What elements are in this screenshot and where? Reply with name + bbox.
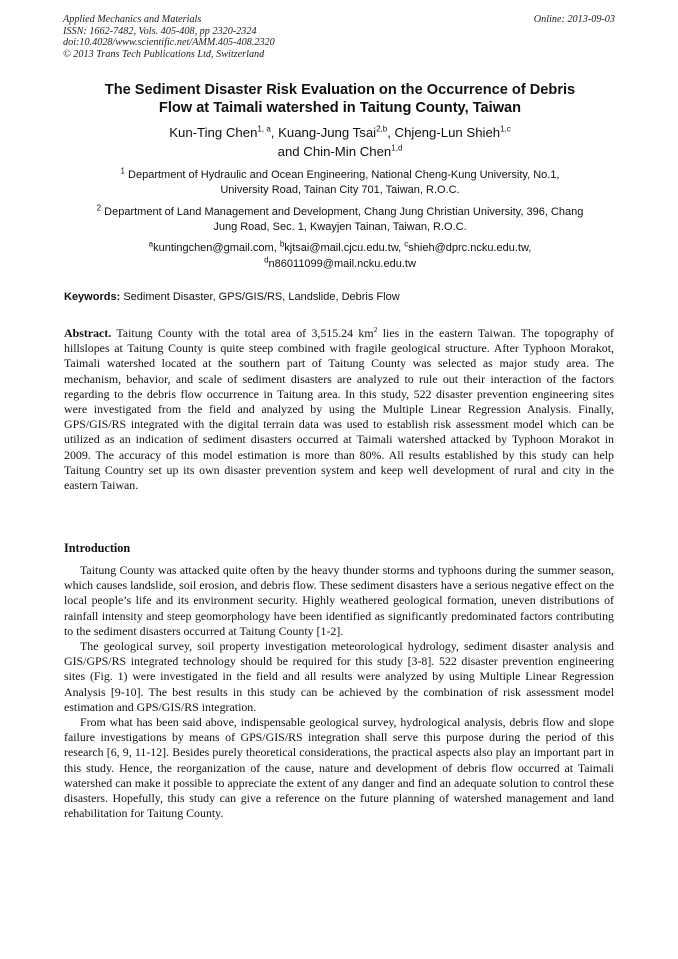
online-date: Online: 2013-09-03 <box>533 14 615 25</box>
author-name: Chin-Min Chen <box>303 144 392 159</box>
email-line-2 <box>64 256 616 272</box>
keywords <box>64 290 616 305</box>
author-name: Kun-Ting Chen <box>169 125 258 140</box>
journal-name: Applied Mechanics and Materials <box>63 14 202 25</box>
author-sup: 1, a <box>257 124 271 134</box>
keywords-text: Sediment Disaster, GPS/GIS/RS, Landslide, Debris Flow <box>123 291 400 303</box>
affiliation-line <box>64 205 616 220</box>
author-line-1: Kun-Ting Chen$^{1, a}$, Kuang-Jung Tsai$^{2,b}$, Chjeng-Lun Shieh$^{1,c}$ <box>169 124 511 140</box>
author-sup: 1,d <box>391 143 403 153</box>
email-link-a[interactable]: kuntingchen@gmail.com, <box>153 242 277 254</box>
author-emails <box>64 240 616 272</box>
author-name: Chjeng-Lun Shieh <box>394 125 501 140</box>
author-sup: 1,c <box>500 124 511 134</box>
author-name: Kuang-Jung Tsai <box>278 125 377 140</box>
email-link-c[interactable]: shieh@dprc.ncku.edu.tw, <box>408 242 532 254</box>
email-sup: d <box>264 255 269 265</box>
abstract-text: Taitung County with the total area of 3,515.24 km <box>116 326 374 340</box>
abstract <box>64 326 614 493</box>
affiliation-number: 1 <box>120 166 125 176</box>
email-sup: c <box>404 239 409 249</box>
author-list <box>64 123 616 161</box>
affiliation-line: Jung Road, Sec. 1, Kwayjen Tainan, Taiwan, R.O.C. <box>213 221 467 233</box>
intro-paragraph-3: From what has been said above, indispensable geological survey, hydrological analysis, debris flow and slope failure investigations by means of GPS/GIS/RS integration shall serve this purpose during the period of this research [6, 9, 11-12]. Besides purely theoretical considerations, the practical aspects also play an important part in this study. Hence, the reorganization of the cause, nature and development of debris flow occurred at Taimali watershed can make it possible to appreciate the extent of any danger and find an adequate solution to control these disasters. Hopefully, this study can give a reference on the future planning of watershed management and land rehabilitation for Taitung County. <box>64 715 614 821</box>
issn-line: ISSN: 1662-7482, Vols. 405-408, pp 2320-2324 <box>63 25 257 37</box>
copyright-line: © 2013 Trans Tech Publications Ltd, Switzerland <box>63 48 265 60</box>
email-sup: b <box>279 239 285 249</box>
email-line-1 <box>64 240 616 256</box>
abstract-label: Abstract. <box>64 326 112 340</box>
publication-header <box>63 14 615 60</box>
affiliation-2 <box>64 205 616 235</box>
author-conjunction: and <box>277 144 300 159</box>
abstract-text: lies in the eastern Taiwan. The topography of hillslopes at Taitung County is quite steep combined with fragile geological structure. After Typhoon Morakot, Taimali watershed located at the southern part of Taitung County was selected as major study area. The mechanism, behavior, and scale of sediment disasters are analyzed to rule out their interaction of the factors regarding to the debris flow occurrence in Taitung area. In this study, 522 disaster prevention engineering sites were investigated from the field and analyzed by using the Multiple Linear Regression Analysis. Finally, GPS/GIS/RS integrated with the digital terrain data was used to establish risk assessment model which can be utilized as an indication of sediment disasters occurred at Taimali watershed attacked by Typhoon Morakot in 2009. The accuracy of this model estimation is more than 80%. All results established by this study can help Taitung Country set up its own disaster prevention system and keep well development of rural and city in the eastern Taiwan. <box>64 326 615 493</box>
email-sup: a <box>148 239 154 249</box>
affiliation-line <box>64 168 616 183</box>
affiliation-text: Department of Hydraulic and Ocean Engineering, National Cheng-Kung University, No.1, <box>128 169 560 181</box>
title-line-2: Flow at Taimali watershed in Taitung County, Taiwan <box>158 99 522 116</box>
abstract-superscript: 2 <box>373 325 378 335</box>
affiliation-number: 2 <box>96 203 102 213</box>
affiliation-line: University Road, Tainan City 701, Taiwan, R.O.C. <box>220 184 460 196</box>
affiliation-text: Department of Land Management and Development, Chang Jung Christian University, 396, Chang <box>104 206 584 218</box>
author-sup: 2,b <box>376 124 388 134</box>
affiliation-1 <box>64 168 616 198</box>
author-line-2 <box>64 142 616 161</box>
doi-line: doi:10.4028/www.scientific.net/AMM.405-408.2320 <box>63 37 275 49</box>
email-link-b[interactable]: kjtsai@mail.cjcu.edu.tw, <box>284 242 402 254</box>
keywords-label: Keywords: <box>64 291 121 303</box>
introduction-body <box>64 563 614 821</box>
section-heading-introduction: Introduction <box>64 541 131 555</box>
title-line-1: The Sediment Disaster Risk Evaluation on the Occurrence of Debris <box>104 82 576 98</box>
intro-paragraph-2: The geological survey, soil property investigation meteorological hydrology, sediment disaster analysis and GIS/GPS/RS integrated technology should be required for this study [3-8]. 522 disaster prevention engineering sites (Fig. 1) were investigated in the field and all results were analyzed by using Multiple Linear Regression Analysis [9-10]. The best results in this study can be achieved by the combination of risk assessment model estimation and GPS/GIS/RS integration. <box>64 639 614 714</box>
paper-title <box>64 82 616 117</box>
email-link-d[interactable]: n86011099@mail.ncku.edu.tw <box>268 258 416 270</box>
intro-paragraph-1: Taitung County was attacked quite often by the heavy thunder storms and typhoons during the summer season, which causes landslide, soil erosion, and debris flow. These sediment disasters have a serious negative effect on the local people’s life and its environment security. Highly weathered geological formation, uneven distributions of rainfall intensity and steep geomorphology have been identified as significantly predominated factors contributing to the sediment disasters occurred at Taitung County [1-2]. <box>64 563 614 638</box>
abstract-paragraph <box>64 326 614 493</box>
